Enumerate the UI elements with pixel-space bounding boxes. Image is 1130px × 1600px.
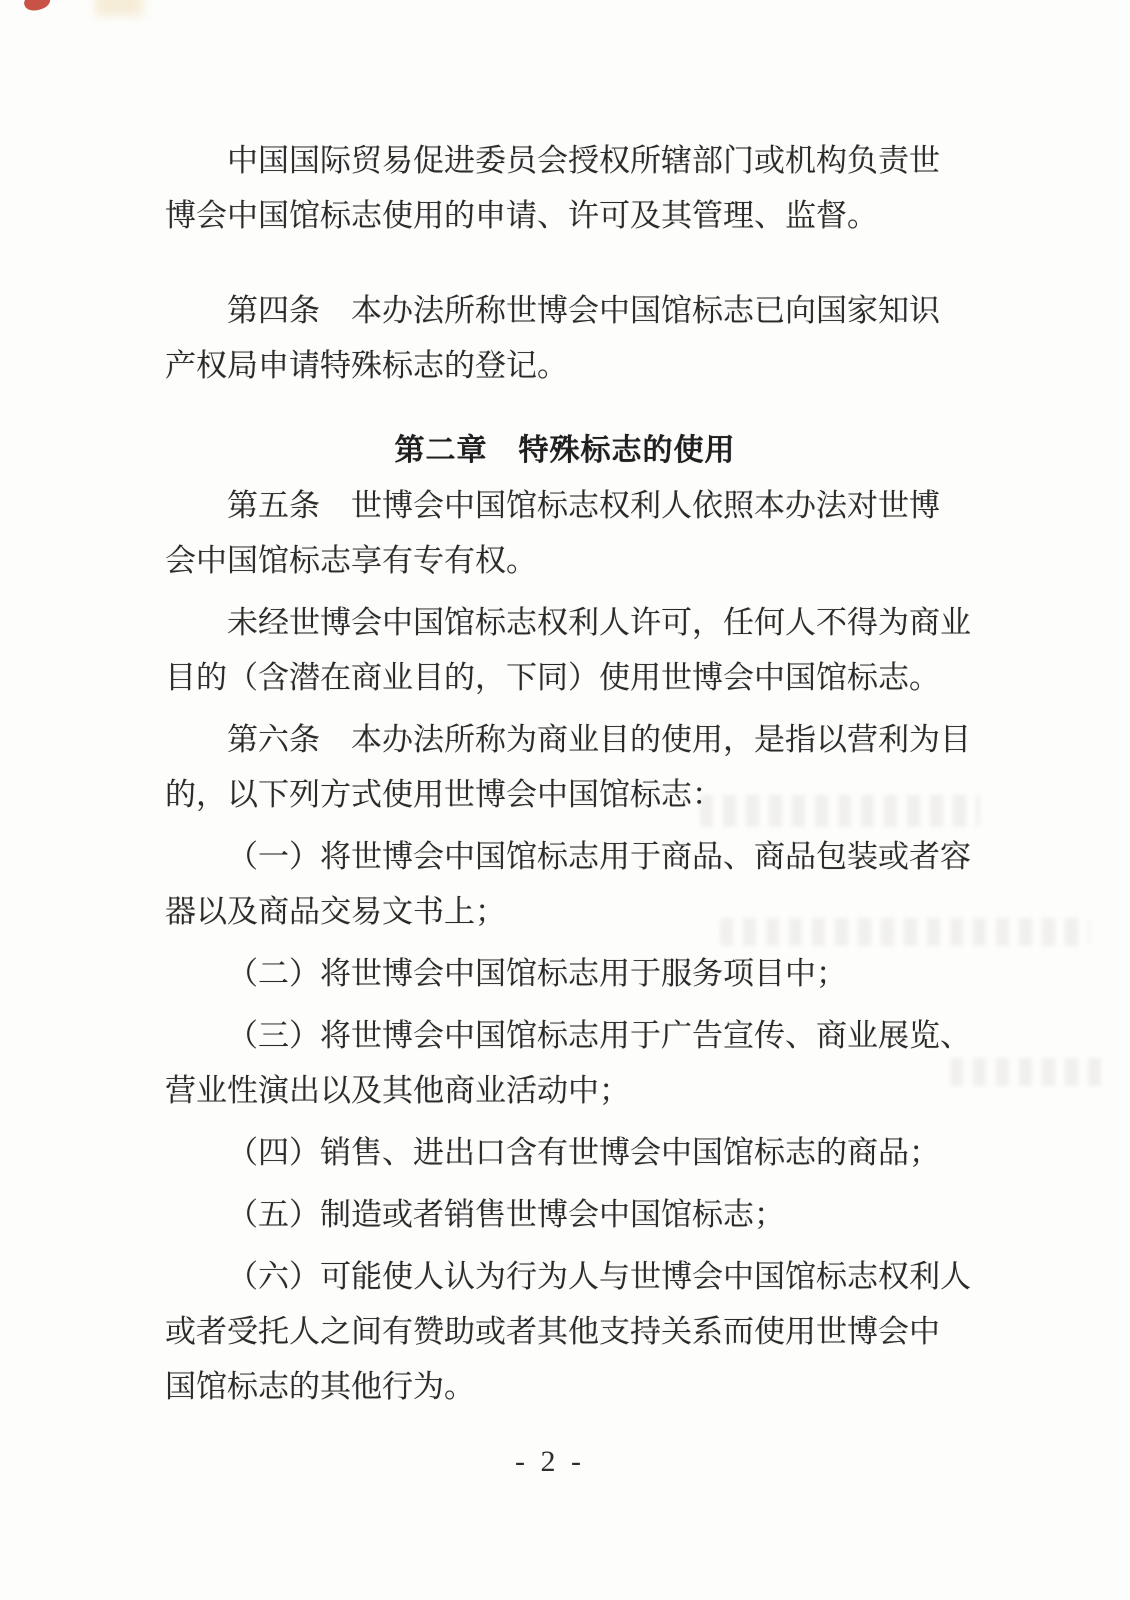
doc-line: （四）销售、进出口含有世博会中国馆标志的商品； (227, 1135, 940, 1170)
doc-line: 中国国际贸易促进委员会授权所辖部门或机构负责世 (227, 143, 940, 178)
document-text-column (165, 133, 971, 1482)
doc-line: （六）可能使人认为行为人与世博会中国馆标志权利人 (227, 1259, 971, 1294)
doc-line: 未经世博会中国馆标志权利人许可，任何人不得为商业 (227, 605, 971, 640)
doc-line: 目的（含潜在商业目的，下同）使用世博会中国馆标志。 (165, 660, 940, 695)
doc-line: 第五条 世博会中国馆标志权利人依照本办法对世博 (227, 488, 940, 523)
doc-line: 营业性演出以及其他商业活动中； (165, 1073, 630, 1108)
paragraph-item-6 (165, 1249, 971, 1414)
doc-line: 第六条 本办法所称为商业目的使用，是指以营利为目 (227, 722, 971, 757)
paragraph-item-1 (165, 829, 971, 939)
doc-line: （一）将世博会中国馆标志用于商品、商品包装或者容 (227, 839, 971, 874)
doc-line: （五）制造或者销售世博会中国馆标志； (227, 1197, 785, 1232)
doc-line: （三）将世博会中国馆标志用于广告宣传、商业展览、 (227, 1018, 971, 1053)
paragraph-item-5 (165, 1187, 935, 1242)
paragraph-article-5 (165, 478, 940, 588)
paragraph (165, 595, 971, 705)
doc-line: 国馆标志的其他行为。 (165, 1369, 475, 1404)
page-number: - 2 - (515, 1445, 585, 1478)
paragraph-item-2 (165, 946, 935, 1001)
doc-line: 器以及商品交易文书上； (165, 894, 506, 929)
doc-line: 产权局申请特殊标志的登记。 (165, 348, 568, 383)
chapter-heading: 第二章 特殊标志的使用 (394, 434, 736, 467)
doc-line: 第四条 本办法所称世博会中国馆标志已向国家知识 (227, 293, 940, 328)
ink-bleed-smudge (950, 1058, 1105, 1086)
red-pen-mark (22, 0, 52, 14)
paragraph-item-4 (165, 1125, 940, 1180)
paragraph-article-6 (165, 712, 971, 822)
doc-line: 博会中国馆标志使用的申请、许可及其管理、监督。 (165, 198, 878, 233)
paragraph (165, 133, 940, 243)
paragraph-article-4 (165, 283, 940, 393)
doc-line: 或者受托人之间有赞助或者其他支持关系而使用世博会中 (165, 1314, 940, 1349)
doc-line: （二）将世博会中国馆标志用于服务项目中； (227, 956, 847, 991)
doc-line: 会中国馆标志享有专有权。 (165, 543, 537, 578)
paragraph-item-3 (165, 1008, 971, 1118)
scan-stain (95, 0, 143, 16)
doc-line: 的，以下列方式使用世博会中国馆标志： (165, 777, 723, 812)
